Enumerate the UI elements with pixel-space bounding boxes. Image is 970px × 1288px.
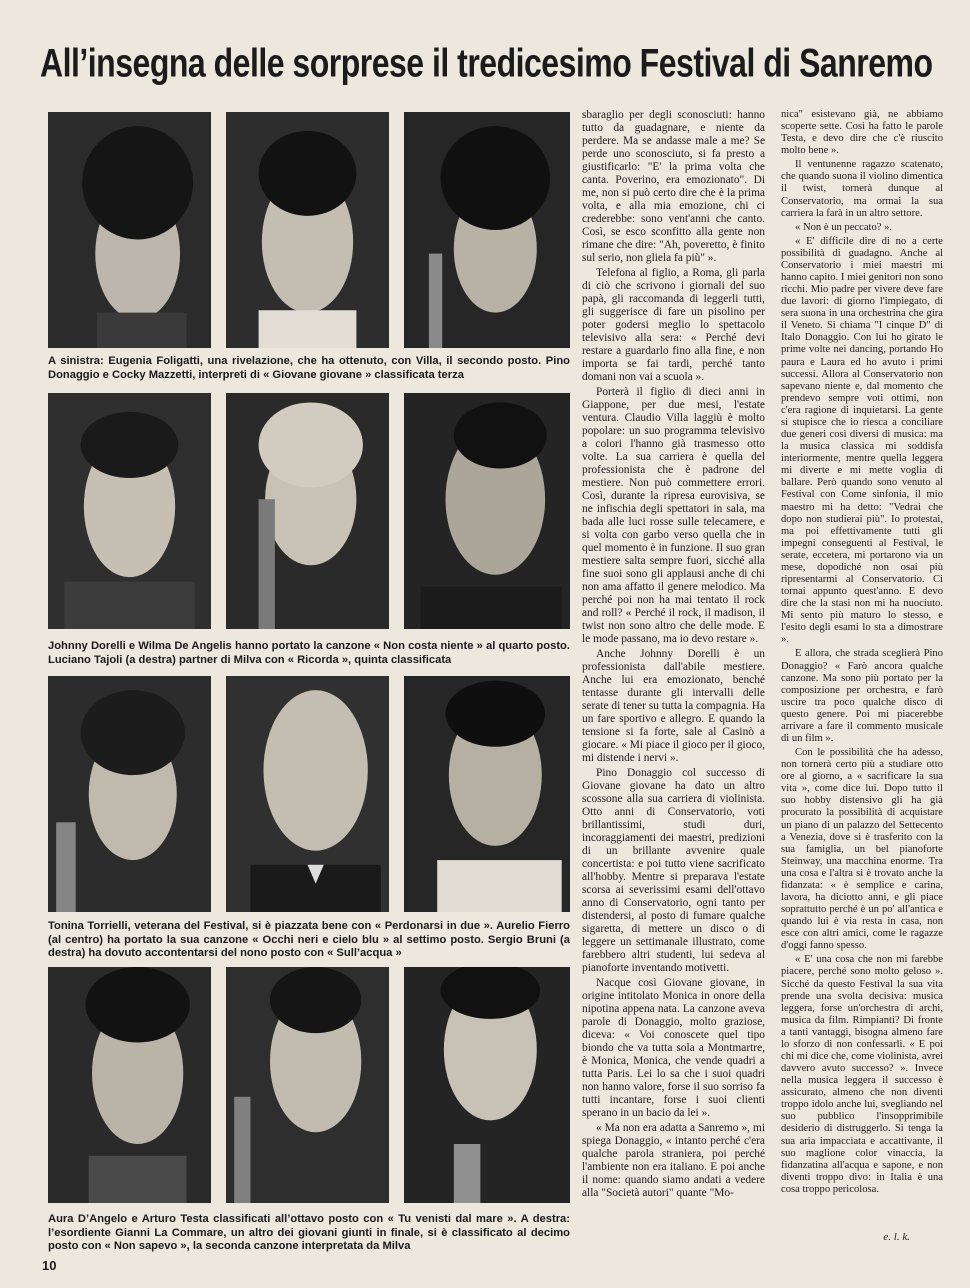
photo-sergio-bruni — [404, 676, 570, 912]
author-signature: e. l. k. — [883, 1231, 910, 1243]
photo-tonina-torrielli — [48, 676, 211, 912]
photo-johnny-dorelli — [48, 393, 211, 629]
paragraph: Nacque così Giovane giovane, in origine intitolato Monica in onore della nipotina appena nata. La canzone aveva parole di Donaggio, molto graziose, diceva: « Voi conoscete quel tipo biondo che va tutta sola a Montmartre, è Monica, Monica, che vende quadri a tutta Paris. Lei lo sa che i suoi quadri non hanno valore, forse il suo sorriso fa tutti incantare, forse i suoi clienti sperano in un bacio da lei ». — [582, 977, 765, 1119]
photo-pino-donaggio — [226, 112, 389, 348]
paragraph: Anche Johnny Dorelli è un professionista dall'abile mestiere. Anche lui era emozionato, benché tentasse durante gli intervalli delle serate di tener su tutta la compagnia. Ha un fare sportivo e allegro. E quando la tensione si fa forte, sale al Casinò a giocare. « Mi piace il gioco per il gioco, mi distende i nervi ». — [582, 648, 765, 764]
paragraph: Il ventunenne ragazzo scatenato, che quando suona il violino dimentica il twist, tornerà dunque al Conservatorio, ma ormai la sua carriera la farà in un altro settore. — [781, 159, 943, 219]
paragraph: Con le possibilità che ha adesso, non tornerà certo più a studiare otto ore al giorno, a « sacrificare la sua vita », come dice lui. Dopo tutto il suo hobby distensivo gli ha già procurato la possibilità di acquistare un piano di un palazzo del Settecento a Venezia, dove si è trasferito con la sua famiglia, un bel pianoforte Steinway, una macchina enorme. Tra una cosa e l'altra si è trovato anche la fidanzata: « è semplice e carina, lavora, ha diciotto anni, e gli piace soprattutto perché è un po' all'antica e quando lui è via resta in casa, non esce con altri amici, come le ragazze d'oggi fanno spesso. — [781, 747, 943, 952]
paragraph: Pino Donaggio col successo di Giovane giovane ha dato un altro scossone alla sua carriera di violinista. Otto anni di Conservatorio, voti brillantissimi, studi duri, incoraggiamenti dei maestri, predizioni di un brillante avvenire quale concertista: e poi tutto viene sacrificato all'hobby. Mentre si preparava l'estate scorsa ai severissimi esami dell'ottavo anno di Conservatorio, ogni tanto per distendersi, al posto di fumare qualche sigaretta, di mettere un disco o di leggere un settimanale illustrato, come farebbero altri studenti, lui sedeva al pianoforte inventando motivetti. — [582, 767, 765, 974]
photo-gianni-la-commare — [404, 967, 570, 1203]
paragraph: « Ma non era adatta a Sanremo », mi spiega Donaggio, « intanto perché c'era qualche parola straniera, poi perché l'ambiente non era italiano. E poi anche il nome: quando siamo andati a vedere alla "Società autori" quante "Mo- — [582, 1122, 765, 1199]
photo-aurelio-fierro — [226, 676, 389, 912]
caption-row-1: A sinistra: Eugenia Foligatti, una rivelazione, che ha ottenuto, con Villa, il secondo posto. Pino Donaggio e Cocky Mazzetti, interpreti di « Giovane giovane » classificata terza — [48, 355, 570, 381]
paragraph: « E' difficile dire di no a certe possibilità di guadagno. Anche al Conservatorio i miei maestri mi hanno capito. I miei genitori non sono ricchi. Mio padre per vivere deve fare due lavori: di giorno l'impiegato, di sera suona in una orchestrina che gira il Veneto. Si chiama "I cinque D" di Italo Donaggio. Con lui ho girato le prime volte nei dancing, portando Ho paura e Laura ed ho avuto i primi successi. Allora al Conservatorio non sapevano niente e, dal momento che prendevo sempre voti ottimi, non c'era ragione di inquietarsi. La gente si stupisce che io riesca a conciliare due generi così diversi di musica: ma la musica classica mi soddisfa interiormente, mentre quella leggera mi diverte e mi mette voglia di ballare. Però quando sono venuto al Festival con Come sinfonia, il mio maestro mi ha detto: "Vedrai che dopo non studierai più". Io protestai, ma poi effettivamente tutti gli impegni conseguenti al Festival, le serate, eccetera, mi portarono via un mese, dopodiché non osai più ripresentarmi al Conservatorio. Ci tornai appunto quest'anno. E devo dire che la stasi non mi ha nuociuto. Mi sento più maturo lo stesso, e l'esito degli esami lo sta a dimostrare ». — [781, 235, 943, 646]
article-column-1 — [582, 109, 765, 1202]
page-number: 10 — [42, 1258, 57, 1273]
article-column-2 — [781, 109, 943, 1198]
headline: All’insegna delle sorprese il tredicesimo Festival di Sanremo — [40, 40, 933, 85]
photo-eugenia-foligatti — [48, 112, 211, 348]
paragraph: Telefona al figlio, a Roma, gli parla di ciò che scrivono i giornali del suo papà, gli raccomanda di leggerli tutti, gli suggerisce di fare un pisolino per poter godersi meglio lo spettacolo televisivo alla sera: « Perché devi restare a guardarlo fino alla fine, e non importa se fai tardi, perché tanto domani non vai a scuola ». — [582, 267, 765, 383]
paragraph: nica" esistevano già, ne abbiamo scoperte sette. Così ha fatto le parole Testa, e devo dire che c'è riuscito molto bene ». — [781, 109, 943, 157]
photo-wilma-de-angelis — [226, 393, 389, 629]
paragraph: Porterà il figlio di dieci anni in Giappone, per due mesi, l'estate ventura. Claudio Villa laggiù è molto popolare: un suo programma televisivo a colori l'hanno già trasmesso otto volte. La sua carriera è quella del professionista che è padrone del mestiere. Non può commettere errori. Così, durante la ripresa eurovisiva, se ne infischia degli spettatori in sala, ma bada alle luci rosse sulle telecamere, e si volta con garbo verso quella che in quel momento è in funzione. Il suo gran mestiere salta sempre fuori, sicché alla fine suoi sono gli applausi anche di chi non ama affatto il genere melodico. Ma perché poi non ha mai tentato il rock and roll? « Perché il rock, il madison, il twist non sono altro che delle mode. E le mode passano, ma io devo restare ». — [582, 386, 765, 645]
photo-arturo-testa — [226, 967, 389, 1203]
paragraph: « E' una cosa che non mi farebbe piacere, perché sono molto geloso ». Sicché da questo Festival la sua vita prende una svolta decisiva: musica leggera, forse un'orchestra di archi, musica da film. Rimpianti? Di fronte a tanti vantaggi, bisogna almeno fare lo sforzo di non confessarli. « E poi chi mi dice che, come violinista, avrei davvero avuto successo? ». Invece nella musica leggera il successo è assicurato, almeno che non diventi troppo idolo anche lui, svegliando nel suo pubblico l'insopprimibile desiderio di distruggerlo. Si tenga la sua aria impacciata e accattivante, il suo maglione color vinaccia, la fidanzatina all'acqua e sapone, e non diventi troppo divo: in Italia è una cosa troppo pericolosa. — [781, 954, 943, 1195]
photo-cocky-mazzetti — [404, 112, 570, 348]
photo-aura-dangelo — [48, 967, 211, 1203]
paragraph: « Non è un peccato? ». — [795, 221, 893, 233]
paragraph: sbaraglio per degli sconosciuti: hanno tutto da guadagnare, e niente da perdere. Ma se andasse male a me? Se perde uno sconosciuto, si fa presto a giustificarlo: "E' la prima volta che canta. Poverino, era emozionato". Di me, non si può certo dire che è la prima volta, e alla mia emozione, chi ci crederebbe: sono vent'anni che canto. Così, se esco sconfitto alla gente non rimane che dire: "Ah, poveretto, è finito sul serio, non gliela fa più" ». — [582, 109, 765, 264]
photo-luciano-tajoli — [404, 393, 570, 629]
caption-row-2: Johnny Dorelli e Wilma De Angelis hanno portato la canzone « Non costa niente » al quarto posto. Luciano Tajoli (a destra) partner di Milva con « Ricorda », quinta classificata — [48, 640, 570, 666]
paragraph: E allora, che strada sceglierà Pino Donaggio? « Farò ancora qualche canzone. Ma sono più portato per la composizione per orchestra, e farò uscire tra poco qualche disco di questo genere. Poi mi piacerebbe arrivare a fare il commento musicale di un film ». — [781, 648, 943, 744]
caption-row-4: Aura D’Angelo e Arturo Testa classificati all’ottavo posto con « Tu venisti dal mare ». A destra: l’esordiente Gianni La Commare, un altro dei giovani giunti in finale, si è classificato al decimo posto con « Non sapevo », la seconda canzone interpretata da Milva — [48, 1213, 570, 1253]
caption-row-3: Tonina Torrielli, veterana del Festival, si è piazzata bene con « Perdonarsi in due ». Aurelio Fierro (al centro) ha portato la sua canzone « Occhi neri e cielo blu » al settimo posto. Sergio Bruni (a destra) ha dovuto accontentarsi del nono posto con « Sull’acqua » — [48, 920, 570, 960]
